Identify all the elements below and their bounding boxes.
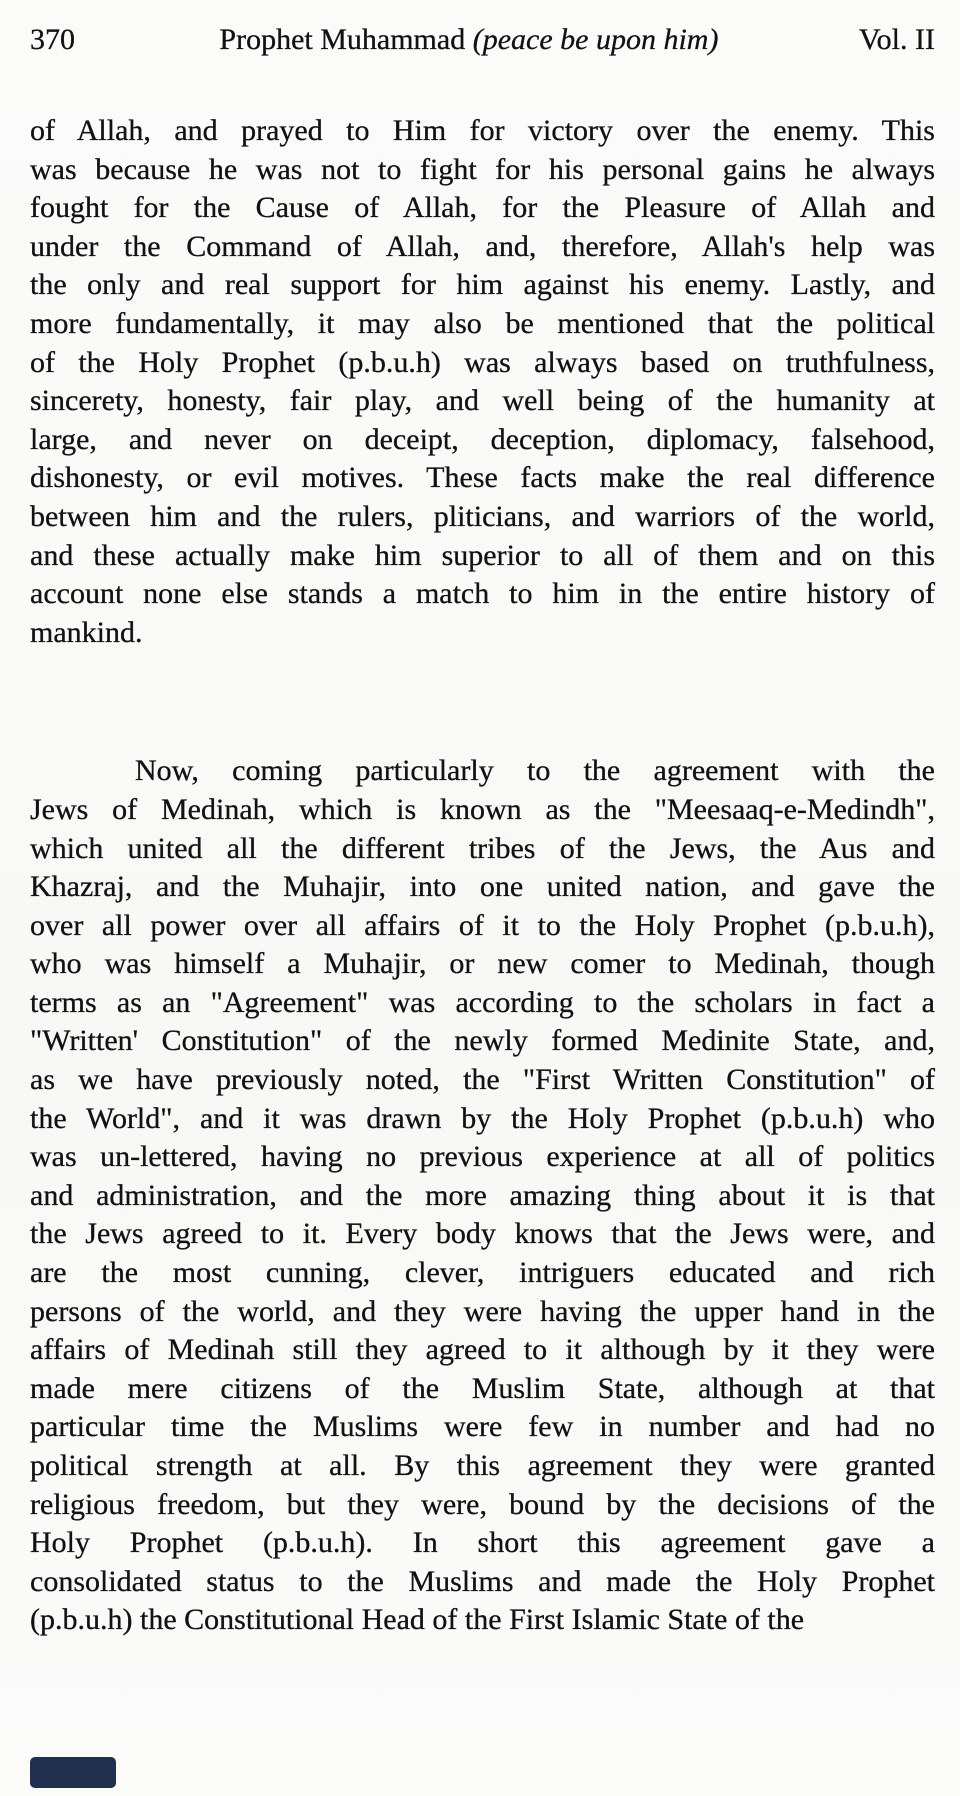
text-line: mankind. [30,615,143,649]
text-line: the Jews agreed to it. Every body knows that the Jews were, and [30,1217,935,1251]
text-line: consolidated status to the Muslims and made the Holy Prophet [30,1564,935,1598]
text-line: who was himself a Muhajir, or new comer to Medinah, though [30,947,935,981]
bottom-left-bar [30,1757,116,1788]
text-line: of Allah, and prayed to Him for victory over the enemy. This [30,114,935,147]
text-line: particular time the Muslims were few in number and had no [30,1410,935,1444]
text-line: persons of the world, and they were having the upper hand in the [30,1294,935,1328]
text-line: fought for the Cause of Allah, for the Pleasure of Allah and [30,191,935,225]
text-line: was because he was not to fight for his personal gains he always [30,152,935,186]
text-line: the World", and it was drawn by the Holy Prophet (p.b.u.h) who [30,1101,935,1135]
page-number: 370 [30,23,75,56]
text-line: between him and the rulers, pliticians, and warriors of the world, [30,499,935,533]
text-line: was un-lettered, having no previous experience at all of politics [30,1140,935,1174]
text-line: religious freedom, but they were, bound by the decisions of the [30,1487,935,1521]
text-line: Holy Prophet (p.b.u.h). In short this agreement gave a [30,1526,935,1560]
text-line: made mere citizens of the Muslim State, although at that [30,1371,935,1405]
text-line: Now, coming particularly to the agreement with the [135,754,935,788]
text-line: more fundamentally, it may also be mentioned that the political [30,306,935,340]
text-line: sincerety, honesty, fair play, and well being of the humanity at [30,384,935,418]
text-line: (p.b.u.h) the Constitutional Head of the First Islamic State of the [30,1603,805,1637]
text-line: and administration, and the more amazing thing about it is that [30,1178,935,1212]
text-line: Jews of Medinah, which is known as the "Meesaaq-e-Medindh", [30,792,935,826]
text-line: under the Command of Allah, and, therefore, Allah's help was [30,229,935,263]
text-line: of the Holy Prophet (p.b.u.h) was always based on truthfulness, [30,345,935,379]
running-title-italic: (peace be upon him) [472,23,719,56]
running-title [107,22,831,58]
text-line: over all power over all affairs of it to the Holy Prophet (p.b.u.h), [30,908,935,942]
text-line: terms as an "Agreement" was according to the scholars in fact a [30,985,935,1019]
text-line: affairs of Medinah still they agreed to it although by it they were [30,1333,935,1367]
text-line: large, and never on deceipt, deception, diplomacy, falsehood, [30,422,935,456]
text-line: the only and real support for him against his enemy. Lastly, and [30,268,935,302]
page-header [30,22,935,58]
text-line: and these actually make him superior to all of them and on this [30,538,935,572]
text-line: political strength at all. By this agreement they were granted [30,1449,935,1482]
volume-label: Vol. II [858,23,935,56]
text-line: "Written' Constitution" of the newly formed Medinite State, and, [30,1024,935,1058]
text-line: as we have previously noted, the "First Written Constitution" of [30,1063,935,1097]
text-line: are the most cunning, clever, intriguers educated and rich [30,1256,935,1290]
paragraph-2 [30,752,935,1640]
page-body [30,112,935,1640]
running-title-main: Prophet Muhammad [219,23,473,56]
paragraph-1 [30,112,935,652]
text-line: dishonesty, or evil motives. These facts make the real difference [30,461,935,495]
text-line: which united all the different tribes of the Jews, the Aus and [30,831,935,865]
text-line: Khazraj, and the Muhajir, into one united nation, and gave the [30,870,935,904]
text-line: account none else stands a match to him in the entire history of [30,577,935,611]
